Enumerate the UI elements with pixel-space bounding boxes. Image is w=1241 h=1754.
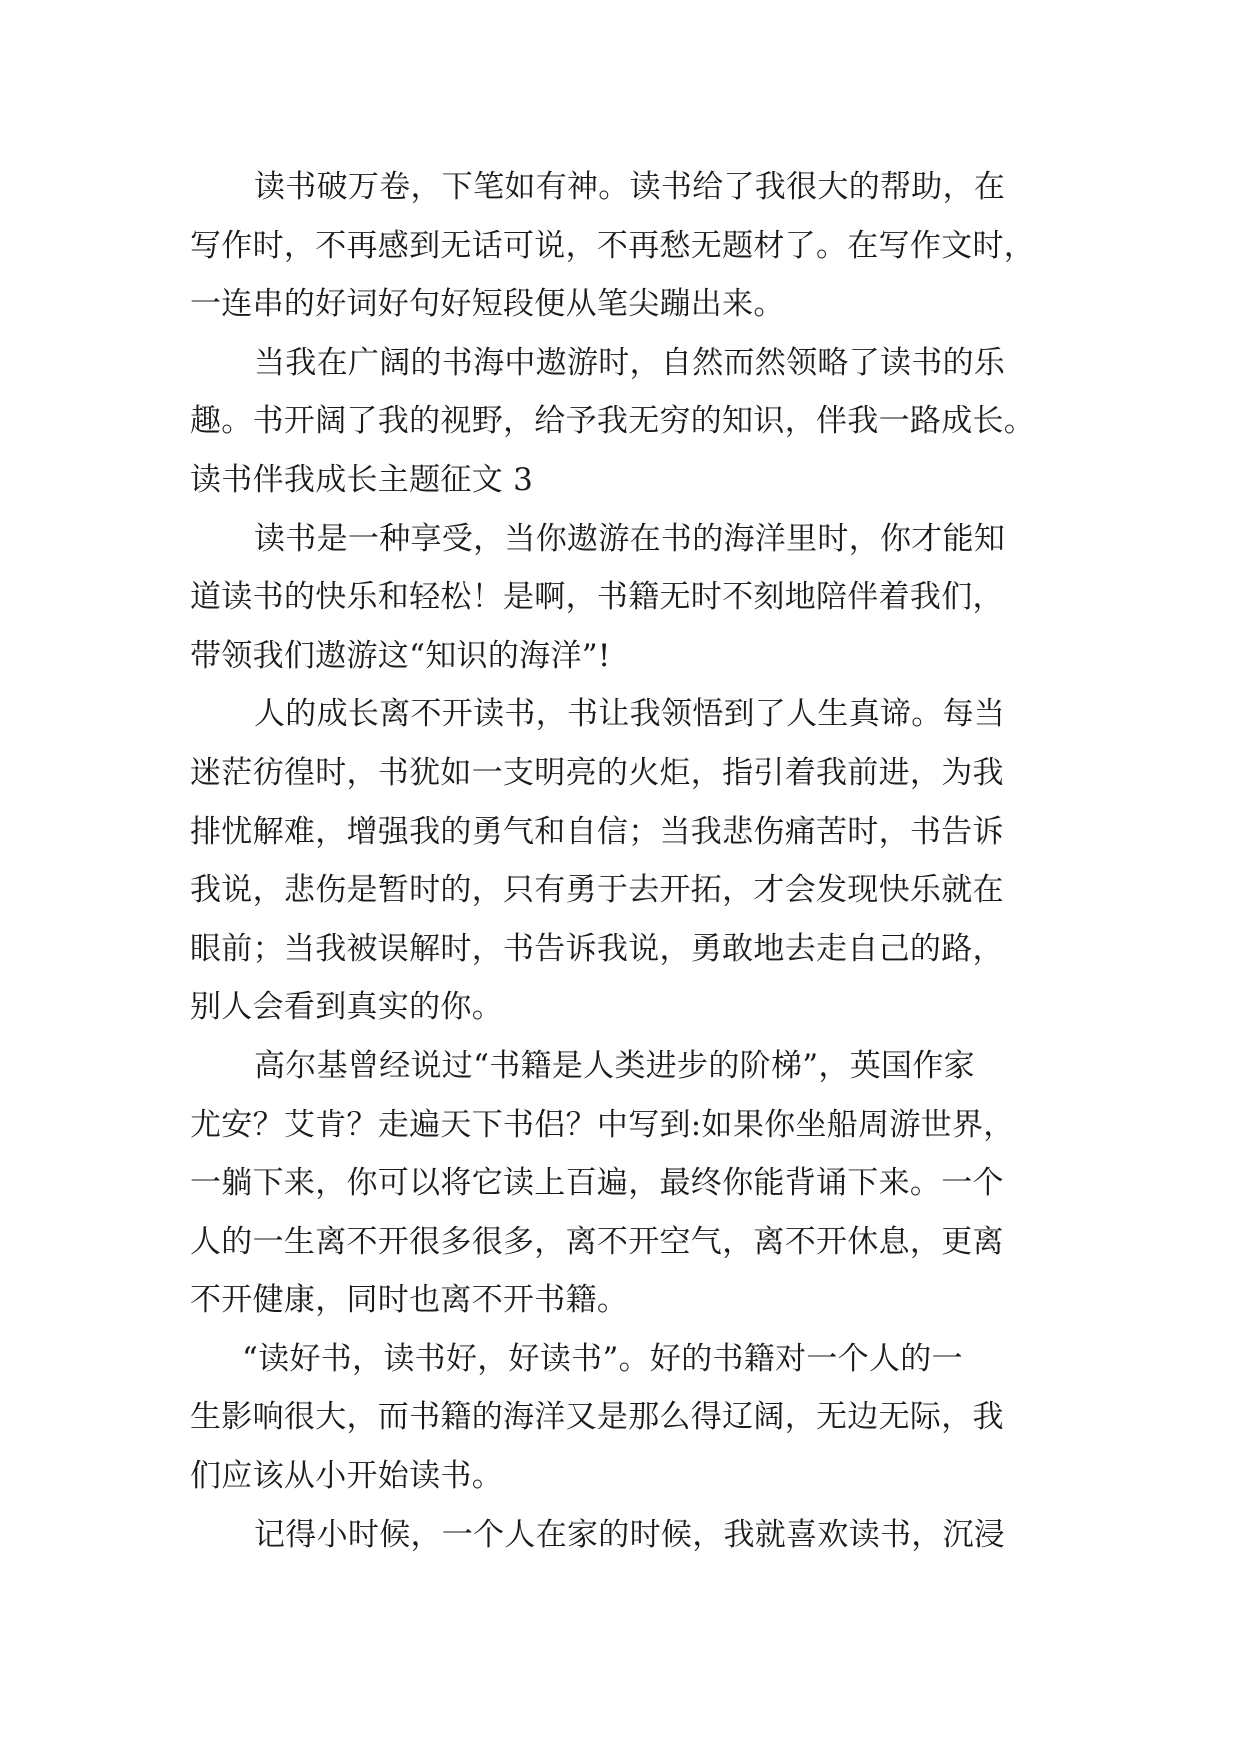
paragraph-line: 不开健康，同时也离不开书籍。 bbox=[190, 1282, 629, 1319]
paragraph-line: 带领我们遨游这“知识的海洋”! bbox=[190, 637, 611, 674]
document-body bbox=[190, 158, 1052, 1564]
paragraph-line: 高尔基曾经说过“书籍是人类进步的阶梯”，英国作家 bbox=[254, 1047, 975, 1084]
paragraph-line: 人的成长离不开读书，书让我领悟到了人生真谛。每当 bbox=[254, 696, 1006, 733]
paragraph-line: 迷茫彷徨时，书犹如一支明亮的火炬，指引着我前进，为我 bbox=[190, 754, 1004, 791]
paragraph-line: 排忧解难，增强我的勇气和自信；当我悲伤痛苦时，书告诉 bbox=[190, 813, 1004, 850]
paragraph-line: 道读书的快乐和轻松！是啊，书籍无时不刻地陪伴着我们， bbox=[190, 579, 1004, 616]
paragraph-line: “读好书，读书好，好读书”。好的书籍对一个人的一 bbox=[242, 1340, 963, 1377]
paragraph-line: 一连串的好词好句好短段便从笔尖蹦出来。 bbox=[190, 286, 785, 323]
paragraph-line: 记得小时候，一个人在家的时候，我就喜欢读书，沉浸 bbox=[254, 1516, 1006, 1553]
paragraph-line: 生影响很大，而书籍的海洋又是那么得辽阔，无边无际，我 bbox=[190, 1399, 1004, 1436]
paragraph-line: 读书破万卷，下笔如有神。读书给了我很大的帮助，在 bbox=[254, 169, 1006, 205]
paragraph-line: 我说，悲伤是暂时的，只有勇于去开拓，才会发现快乐就在 bbox=[190, 872, 1004, 909]
paragraph-line: 当我在广阔的书海中遨游时，自然而然领略了读书的乐 bbox=[254, 344, 1006, 381]
paragraph-line: 别人会看到真实的你。 bbox=[190, 989, 503, 1026]
paragraph-line: 一躺下来，你可以将它读上百遍，最终你能背诵下来。一个 bbox=[190, 1165, 1004, 1202]
paragraph-line: 趣。书开阔了我的视野，给予我无穷的知识，伴我一路成长。 bbox=[190, 403, 1036, 440]
paragraph-line: 人的一生离不开很多很多，离不开空气，离不开休息，更离 bbox=[190, 1223, 1004, 1260]
paragraph-line: 读书是一种享受，当你遨游在书的海洋里时，你才能知 bbox=[254, 520, 1006, 557]
paragraph-line: 们应该从小开始读书。 bbox=[190, 1458, 503, 1495]
paragraph-line: 尤安？艾肯？走遍天下书侣？中写到:如果你坐船周游世界， bbox=[190, 1106, 1015, 1143]
paragraph-line: 眼前；当我被误解时，书告诉我说，勇敢地去走自己的路， bbox=[190, 930, 1004, 967]
section-heading: 读书伴我成长主题征文 3 bbox=[190, 461, 534, 498]
paragraph-line: 写作时，不再感到无话可说，不再愁无题材了。在写作文时， bbox=[190, 227, 1036, 264]
